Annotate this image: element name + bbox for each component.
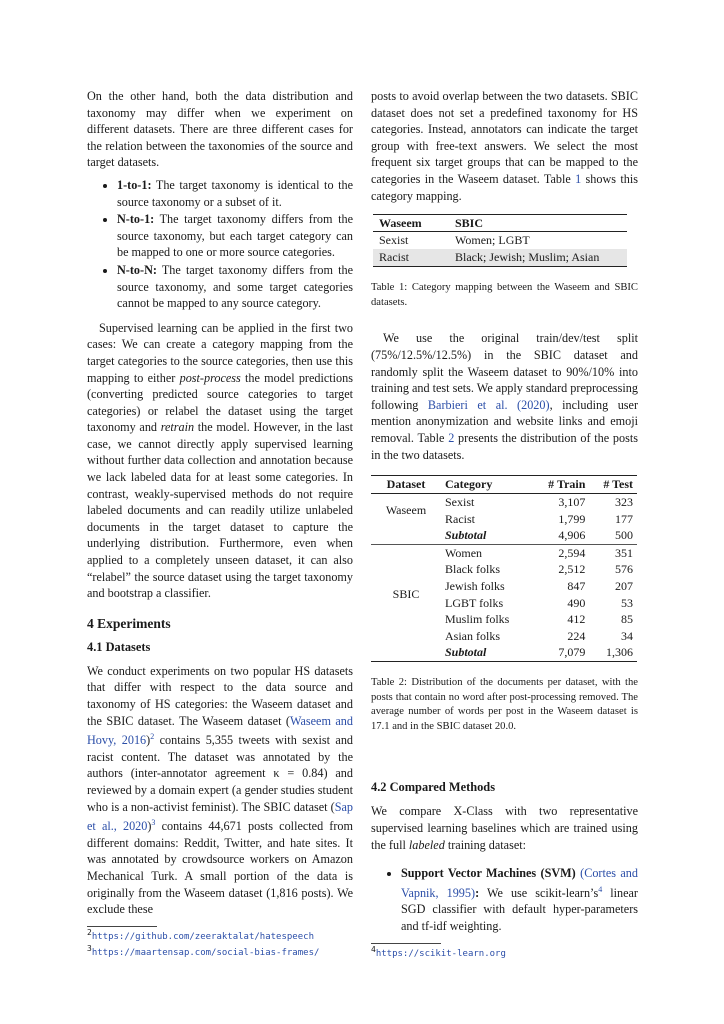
table-cell: 53 [621, 595, 633, 610]
footnote-number: 2 [87, 927, 92, 937]
subsection-heading: 4.1 Datasets [87, 639, 151, 654]
emphasis: post-process [179, 370, 241, 385]
table-cell: 7,079 [532, 644, 589, 661]
table-cell: 2,512 [558, 562, 586, 577]
table-cell: Women; LGBT [455, 233, 530, 248]
distribution-table [371, 475, 637, 662]
table-header: SBIC [449, 215, 627, 232]
emphasis: retrain [160, 420, 195, 435]
table-cell: 351 [615, 545, 633, 560]
text-run: linear SGD classifier with default hyper-parameters and tf-idf weighting. [401, 885, 638, 934]
text-run: , including user mention anonymization and website links and emoji removal. Table [371, 397, 638, 445]
case-term: N-to-1: [117, 212, 155, 227]
overlap-paragraph [371, 88, 638, 204]
table-header: # Train [532, 476, 589, 494]
text-run: We compare X-Class with two representative supervised learning baselines which are trained using the full [371, 804, 638, 852]
citation-link[interactable]: Barbieri et al. (2020) [427, 397, 550, 412]
text-run: contains 5,355 tweets with sexist and racist content. The dataset was annotated by the authors (inter-annotator agreement κ = 0.84) and reviewed by a domain expert (a gender studies student who is a non-activist feminist). The SBIC dataset ( [87, 733, 354, 814]
table-cell: 3,107 [558, 495, 586, 510]
footnote-marker[interactable]: 3 [151, 818, 156, 828]
left-column [87, 88, 353, 960]
table-cell: 500 [589, 527, 637, 544]
category-mapping-table [373, 214, 627, 267]
table-cell: 576 [615, 562, 633, 577]
footnote-marker[interactable]: 4 [598, 884, 603, 894]
table-cell: 34 [621, 628, 633, 643]
intro-paragraph: On the other hand, both the data distribution and taxonomy may differ when we experiment on different datasets. There are three different cases for the relation between the taxonomies of the source and target datasets. [87, 89, 353, 170]
text-run: We use the original train/dev/test split (75%/12.5%/12.5%) in the SBIC dataset and randomly split the Waseem dataset to 90%/10% into training and test sets. We apply standard preprocessing following [371, 331, 638, 412]
supervised-paragraph [87, 320, 353, 602]
table-row [373, 232, 627, 250]
table-header: # Test [589, 476, 637, 494]
subtotal-label: Subtotal [441, 644, 532, 661]
list-item [117, 262, 353, 312]
table-cell: Racist [445, 511, 475, 526]
footnote [87, 927, 353, 944]
table-header: Category [441, 476, 532, 494]
table-cell: Racist [373, 249, 449, 267]
table-cell: Sexist [445, 495, 475, 510]
dataset-label: SBIC [392, 587, 420, 602]
table-cell: 412 [567, 612, 586, 627]
footnote-number: 3 [87, 944, 92, 954]
case-text: The target taxonomy differs from the source taxonomy, and some target categories cannot be mapped to any source category. [117, 262, 353, 311]
table-row [371, 644, 637, 661]
table-row [371, 494, 637, 511]
table-cell: 177 [615, 511, 633, 526]
table-row [373, 249, 627, 267]
table-cell: LGBT folks [445, 595, 504, 610]
emphasis: labeled [408, 837, 445, 852]
table-cell: Women [445, 545, 483, 560]
footnotes [371, 943, 638, 961]
method-term: Support Vector Machines (SVM) [401, 866, 576, 881]
text-run: contains 44,671 posts collected from different domains: Reddit, Twitter, and hate sites. It was annotated by crowdsource workers on Amazon Mechanical Turk. A small portion of the data is originally from the Waseem dataset (1,816 posts). We exclude these [87, 819, 354, 917]
text-run: posts to avoid overlap between the two datasets. SBIC dataset does not set a predefined taxonomy for HS categories. Instead, annotators can indicate the target group with free-text answers. We select the most frequent six target groups that can be mapped to the categories in the Waseem dataset. Table [371, 89, 638, 186]
list-item [117, 211, 353, 261]
citation-link[interactable]: (Cortes and Vapnik, 1995) [401, 866, 638, 900]
right-column [371, 88, 638, 960]
table2-caption: Table 2: Distribution of the documents per dataset, with the posts that contain no word after post-processing removed. The average number of words per post in the Waseem dataset is 17.1 and in the SBIC dataset 20.0. [371, 677, 638, 732]
table-header: Dataset [371, 476, 441, 494]
table-cell: 1,799 [558, 511, 586, 526]
methods-paragraph [371, 803, 638, 853]
datasets-paragraph [87, 663, 353, 918]
table-row [371, 527, 637, 544]
table-cell [371, 644, 441, 661]
text-run: Supervised learning can be applied in the first two cases: We can create a category mapping from the target categories to the source categories, then use this mapping to either [87, 320, 353, 385]
table-cell: 2,594 [558, 545, 586, 560]
table-header: Waseem [373, 215, 449, 232]
text-run: shows this category mapping. [371, 171, 638, 203]
subsection-heading: 4.2 Compared Methods [371, 780, 496, 795]
citation-link[interactable]: Sap et al., 2020 [87, 799, 353, 834]
methods-list [371, 865, 638, 934]
footnote-url[interactable]: https://github.com/zeeraktalat/hatespeech [91, 931, 314, 942]
table-cell: Jewish folks [445, 579, 505, 594]
list-item [401, 865, 638, 934]
table-cell: Black; Jewish; Muslim; Asian [449, 249, 627, 267]
citation-link[interactable]: Waseem and Hovy, 2016 [87, 713, 353, 748]
text-run: We use scikit-learn’s [479, 885, 599, 900]
text-run: We conduct experiments on two popular HS datasets that differ with respect to the data source and taxonomy of HS categories: the Waseem dataset and the SBIC dataset. The Waseem dataset ( [87, 663, 353, 728]
section-heading: 4 Experiments [87, 615, 171, 631]
table-cell: Sexist [379, 233, 409, 248]
table-cell [371, 527, 441, 544]
table-cell: 4,906 [532, 527, 589, 544]
text-run: ) [146, 733, 151, 748]
table-ref-link[interactable]: 1 [575, 171, 582, 186]
text-run: the model predictions (converting predicted source categories to target categories) or relabel the dataset using the target taxonomy and [87, 370, 353, 435]
dataset-label: Waseem [385, 503, 427, 518]
list-item [117, 177, 353, 210]
footnote-number: 4 [371, 944, 376, 954]
table-ref-link[interactable]: 2 [448, 430, 455, 445]
table-cell: Asian folks [445, 628, 500, 643]
footnote-url[interactable]: https://maartensap.com/social-bias-frames/ [91, 948, 320, 959]
table-cell: 847 [567, 579, 586, 594]
footnotes [87, 926, 353, 960]
table-cell: 1,306 [589, 644, 637, 661]
footnote-url[interactable]: https://scikit-learn.org [375, 948, 506, 959]
footnote-marker[interactable]: 2 [150, 732, 155, 742]
text-run: presents the distribution of the posts in the two datasets. [371, 430, 638, 462]
table-cell: 323 [615, 495, 633, 510]
table-cell: 490 [567, 595, 586, 610]
table-cell: Muslim folks [445, 612, 510, 627]
table1-caption: Table 1: Category mapping between the Waseem and SBIC datasets. [371, 282, 638, 308]
table-cell: Black folks [445, 562, 500, 577]
table-row [371, 544, 637, 561]
case-text: The target taxonomy differs from the source taxonomy, but each target category can be mapped to one or more source categories. [117, 212, 353, 260]
text-run: the model. However, in the last case, we cannot directly apply supervised learning without further data collection and annotation because we lack labeled data for at least some categories. In contrast, weakly-supervised methods do not require labeled documents and can readily utilize unlabeled documents in the target dataset to capture the underlying distribution. Furthermore, even when applied to a completely unseen dataset, it can also “relabel” the source dataset using the target taxonomy and bootstrap a classifier. [87, 420, 354, 601]
table-cell: 224 [567, 628, 586, 643]
case-term: 1-to-1: [117, 177, 152, 192]
taxonomy-cases-list [87, 177, 353, 312]
footnote [87, 943, 353, 960]
subtotal-label: Subtotal [441, 527, 532, 544]
footnote [371, 944, 638, 961]
case-term: N-to-N: [117, 262, 157, 277]
table-cell: 207 [615, 579, 633, 594]
table-cell: 85 [621, 612, 633, 627]
text-run: training dataset: [444, 837, 527, 852]
text-run: : [475, 885, 480, 900]
text-run: ) [147, 819, 152, 834]
case-text: The target taxonomy is identical to the source taxonomy or a subset of it. [117, 177, 353, 209]
split-paragraph [371, 330, 638, 463]
